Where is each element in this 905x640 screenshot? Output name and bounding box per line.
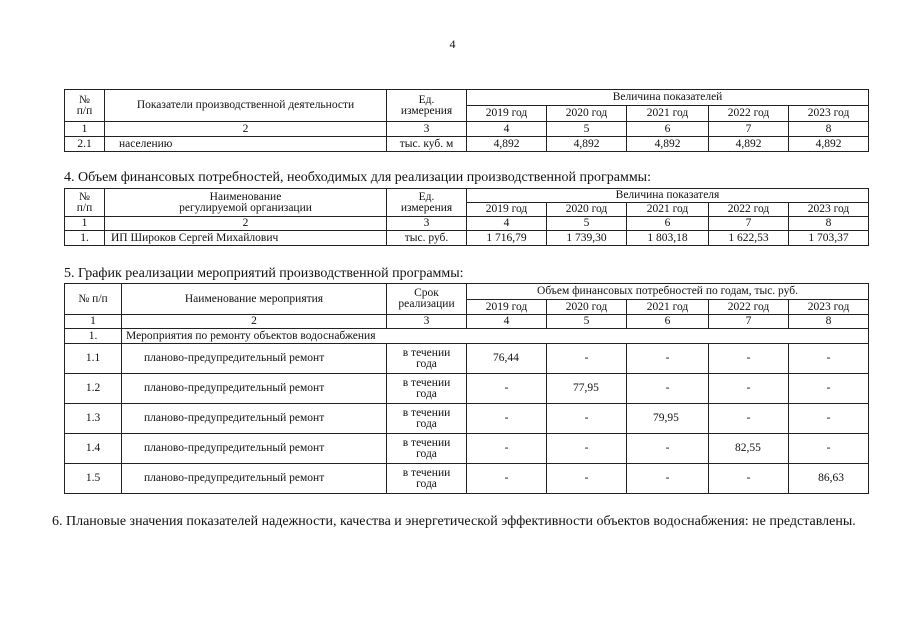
schedule-row [65,344,869,374]
index-cell: 8 [789,315,869,329]
index-cell: 3 [387,217,467,231]
header-year: 2022 год [709,300,789,315]
row-value: 4,892 [709,137,789,152]
index-cell: 2 [122,315,387,329]
header-year: 2022 год [709,203,789,217]
row-term: в течении года [387,404,467,434]
index-cell: 5 [547,315,627,329]
row-value: 4,892 [627,137,709,152]
index-cell: 7 [709,217,789,231]
index-cell: 8 [789,217,869,231]
row-term: в течении года [387,374,467,404]
header-name: Наименование регулируемой организации [105,189,387,217]
row-num: 1.3 [65,404,122,434]
row-term: в течении года [387,344,467,374]
row-value: - [627,374,709,404]
row-value: 4,892 [467,137,547,152]
row-num: 2.1 [65,137,105,152]
header-year: 2022 год [709,106,789,122]
row-name: планово-предупредительный ремонт [122,404,387,434]
header-year: 2023 год [789,203,869,217]
row-value: - [547,404,627,434]
section6-text: 6. Плановые значения показателей надежности, качества и энергетической эффективности объектов водоснабжения: не представлены. [52,514,856,529]
index-cell: 1 [65,315,122,329]
row-name: планово-предупредительный ремонт [122,464,387,494]
row-value: 79,95 [627,404,709,434]
row-value: - [547,464,627,494]
row-name: ИП Широков Сергей Михайлович [105,231,387,246]
header-group: Величина показателей [467,90,869,106]
page-number: 4 [449,37,456,51]
header-year: 2019 год [467,203,547,217]
header-year: 2021 год [627,106,709,122]
row-value: - [789,404,869,434]
row-num: 1.4 [65,434,122,464]
header-term: Срок реализации [387,284,467,315]
row-name: населению [105,137,387,152]
row-value: - [709,464,789,494]
header-year: 2019 год [467,300,547,315]
schedule-table [64,283,869,494]
schedule-row [65,434,869,464]
row-term: в течении года [387,464,467,494]
schedule-row [65,374,869,404]
row-value: - [709,374,789,404]
row-value: 1 716,79 [467,231,547,246]
index-cell: 1 [65,217,105,231]
index-cell: 5 [547,217,627,231]
row-value: - [467,374,547,404]
row-num: 1.5 [65,464,122,494]
row-value: - [709,344,789,374]
section5-heading: 5. График реализации мероприятий производственной программы: [64,266,464,281]
row-value: 77,95 [547,374,627,404]
row-term: в течении года [387,434,467,464]
index-cell: 6 [627,122,709,137]
header-year: 2019 год [467,106,547,122]
index-cell: 3 [387,315,467,329]
row-value: - [627,434,709,464]
row-num: 1.1 [65,344,122,374]
row-name: планово-предупредительный ремонт [122,344,387,374]
row-value: 4,892 [547,137,627,152]
header-year: 2021 год [627,203,709,217]
row-value: - [789,374,869,404]
index-cell: 4 [467,217,547,231]
header-name: Наименование мероприятия [122,284,387,315]
row-unit: тыс. куб. м [387,137,467,152]
row-value: - [467,404,547,434]
header-num: № п/п [65,90,105,122]
index-cell: 4 [467,315,547,329]
header-name: Показатели производственной деятельности [105,90,387,122]
header-year: 2020 год [547,300,627,315]
header-unit: Ед. измерения [387,90,467,122]
row-value: - [467,464,547,494]
index-cell: 2 [105,217,387,231]
schedule-row [65,404,869,434]
row-value: - [709,404,789,434]
row-value: 1 739,30 [547,231,627,246]
row-value: - [467,434,547,464]
header-group: Объем финансовых потребностей по годам, тыс. руб. [467,284,869,300]
row-name: планово-предупредительный ремонт [122,434,387,464]
section4-heading: 4. Объем финансовых потребностей, необходимых для реализации производственной программы: [64,170,651,185]
header-year: 2023 год [789,106,869,122]
row-value: - [547,434,627,464]
row-value: 4,892 [789,137,869,152]
header-group: Величина показателя [467,189,869,203]
row-value: - [547,344,627,374]
index-cell: 2 [105,122,387,137]
financial-needs-table [64,188,869,246]
row-value: 1 703,37 [789,231,869,246]
header-year: 2020 год [547,106,627,122]
row-name: планово-предупредительный ремонт [122,374,387,404]
header-num: № п/п [65,189,105,217]
header-year: 2021 год [627,300,709,315]
schedule-row [65,464,869,494]
group-name: Мероприятия по ремонту объектов водоснабжения [122,329,869,344]
row-value: - [789,344,869,374]
row-value: - [627,344,709,374]
index-cell: 1 [65,122,105,137]
header-year: 2023 год [789,300,869,315]
index-cell: 3 [387,122,467,137]
row-value: 1 803,18 [627,231,709,246]
row-value: 82,55 [709,434,789,464]
row-value: 1 622,53 [709,231,789,246]
row-value: - [789,434,869,464]
production-indicators-table [64,89,869,152]
row-num: 1. [65,231,105,246]
index-cell: 7 [709,315,789,329]
header-year: 2020 год [547,203,627,217]
row-unit: тыс. руб. [387,231,467,246]
index-cell: 6 [627,217,709,231]
index-cell: 4 [467,122,547,137]
header-num: № п/п [65,284,122,315]
group-num: 1. [65,329,122,344]
row-num: 1.2 [65,374,122,404]
index-cell: 7 [709,122,789,137]
row-value: 76,44 [467,344,547,374]
index-cell: 5 [547,122,627,137]
index-cell: 8 [789,122,869,137]
row-value: 86,63 [789,464,869,494]
header-unit: Ед. измерения [387,189,467,217]
row-value: - [627,464,709,494]
index-cell: 6 [627,315,709,329]
